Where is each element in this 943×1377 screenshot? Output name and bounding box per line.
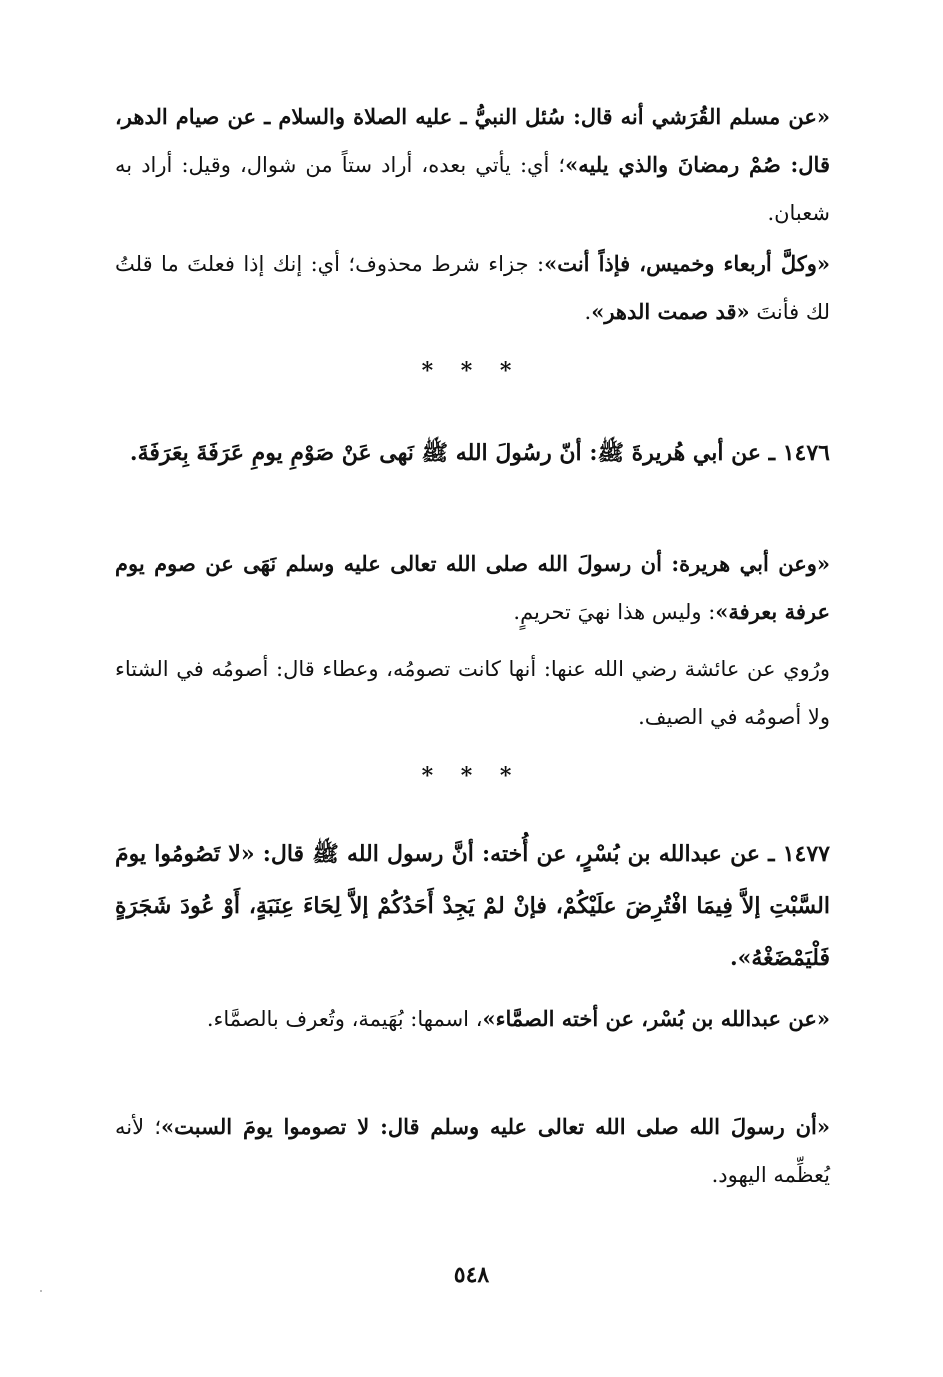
quoted-text: «عن مسلم القُرَشي أنه قال: سُئل النبيُّ ـ عليه الصلاة والسلام ـ عن صيام الدهر، قال: صُمْ رمضانَ والذي يليه» [115, 104, 830, 177]
commentary-text: . [584, 300, 592, 324]
commentary-text: ؛ لأنه يُعظِّمه اليهود. [115, 1115, 830, 1187]
quoted-text: «وكلَّ أربعاء وخميس، فإذاً أنت» [544, 251, 830, 276]
commentary-text: ورُوي عن عائشة رضي الله عنها: أنها كانت تصومُه، وعطاء قال: أصومُه في الشتاء ولا أصومُه في الصيف. [115, 657, 830, 729]
hadith-1477: ١٤٧٧ ـ عن عبدالله بن بُسْرٍ، عن أُخته: أنَّ رسول الله ﷺ قال: «لا تَصُومُوا يومَ السَّبْتِ إلاَّ فِيمَا افْتُرِضَ علَيْكُمْ، فإنْ لمْ يَجِدْ أَحَدُكُمْ إلاَّ لِحَاءَ عِنَبَةٍ، أَوْ عُودَ شَجَرَةٍ فَلْيَمْضَغْهُ». [115, 841, 830, 971]
commentary-text: ، اسمها: بُهَيمة، وتُعرف بالصمَّاء. [206, 1007, 483, 1031]
quoted-text: «أن رسولَ الله صلى الله تعالى عليه وسلم قال: لا تصوموا يومَ السبت» [161, 1114, 831, 1139]
commentary-text: : جزاء شرط محذوف؛ أي: إنك إذا فعلتَ ما قلتُ لك فأنتَ [115, 252, 830, 324]
quoted-text: «وعن أبي هريرة: أن رسولَ الله صلى الله تعالى عليه وسلم نَهَى عن صوم يوم عرفة بعرفة» [115, 551, 830, 624]
section-separator: * * * [421, 763, 522, 789]
scan-speck [40, 1290, 42, 1292]
commentary-paragraph-3 [115, 540, 830, 636]
quoted-text: «قد صمت الدهر» [591, 299, 750, 324]
commentary-paragraph-1 [115, 93, 830, 237]
commentary-paragraph-2 [115, 240, 830, 336]
commentary-text: ؛ أي: يأتي بعده، أراد ستاً من شوال، وقيل: أراد به شعبان. [115, 153, 830, 225]
commentary-paragraph-5 [115, 995, 830, 1043]
section-separator: * * * [421, 358, 522, 384]
commentary-text: : وليس هذا نهيَ تحريمٍ. [513, 600, 716, 624]
commentary-paragraph-4 [115, 645, 830, 741]
commentary-paragraph-6 [115, 1103, 830, 1199]
page-number: ٥٤٨ [453, 1262, 490, 1288]
quoted-text: «عن عبدالله بن بُسْر، عن أخته الصمَّاء» [482, 1006, 830, 1031]
hadith-1476: ١٤٧٦ ـ عن أبي هُريرةَ ﷺ: أنّ رسُولَ الله ﷺ نَهى عَنْ صَوْمِ يومِ عَرَفَةَ بِعَرَفَةَ. [129, 440, 830, 466]
